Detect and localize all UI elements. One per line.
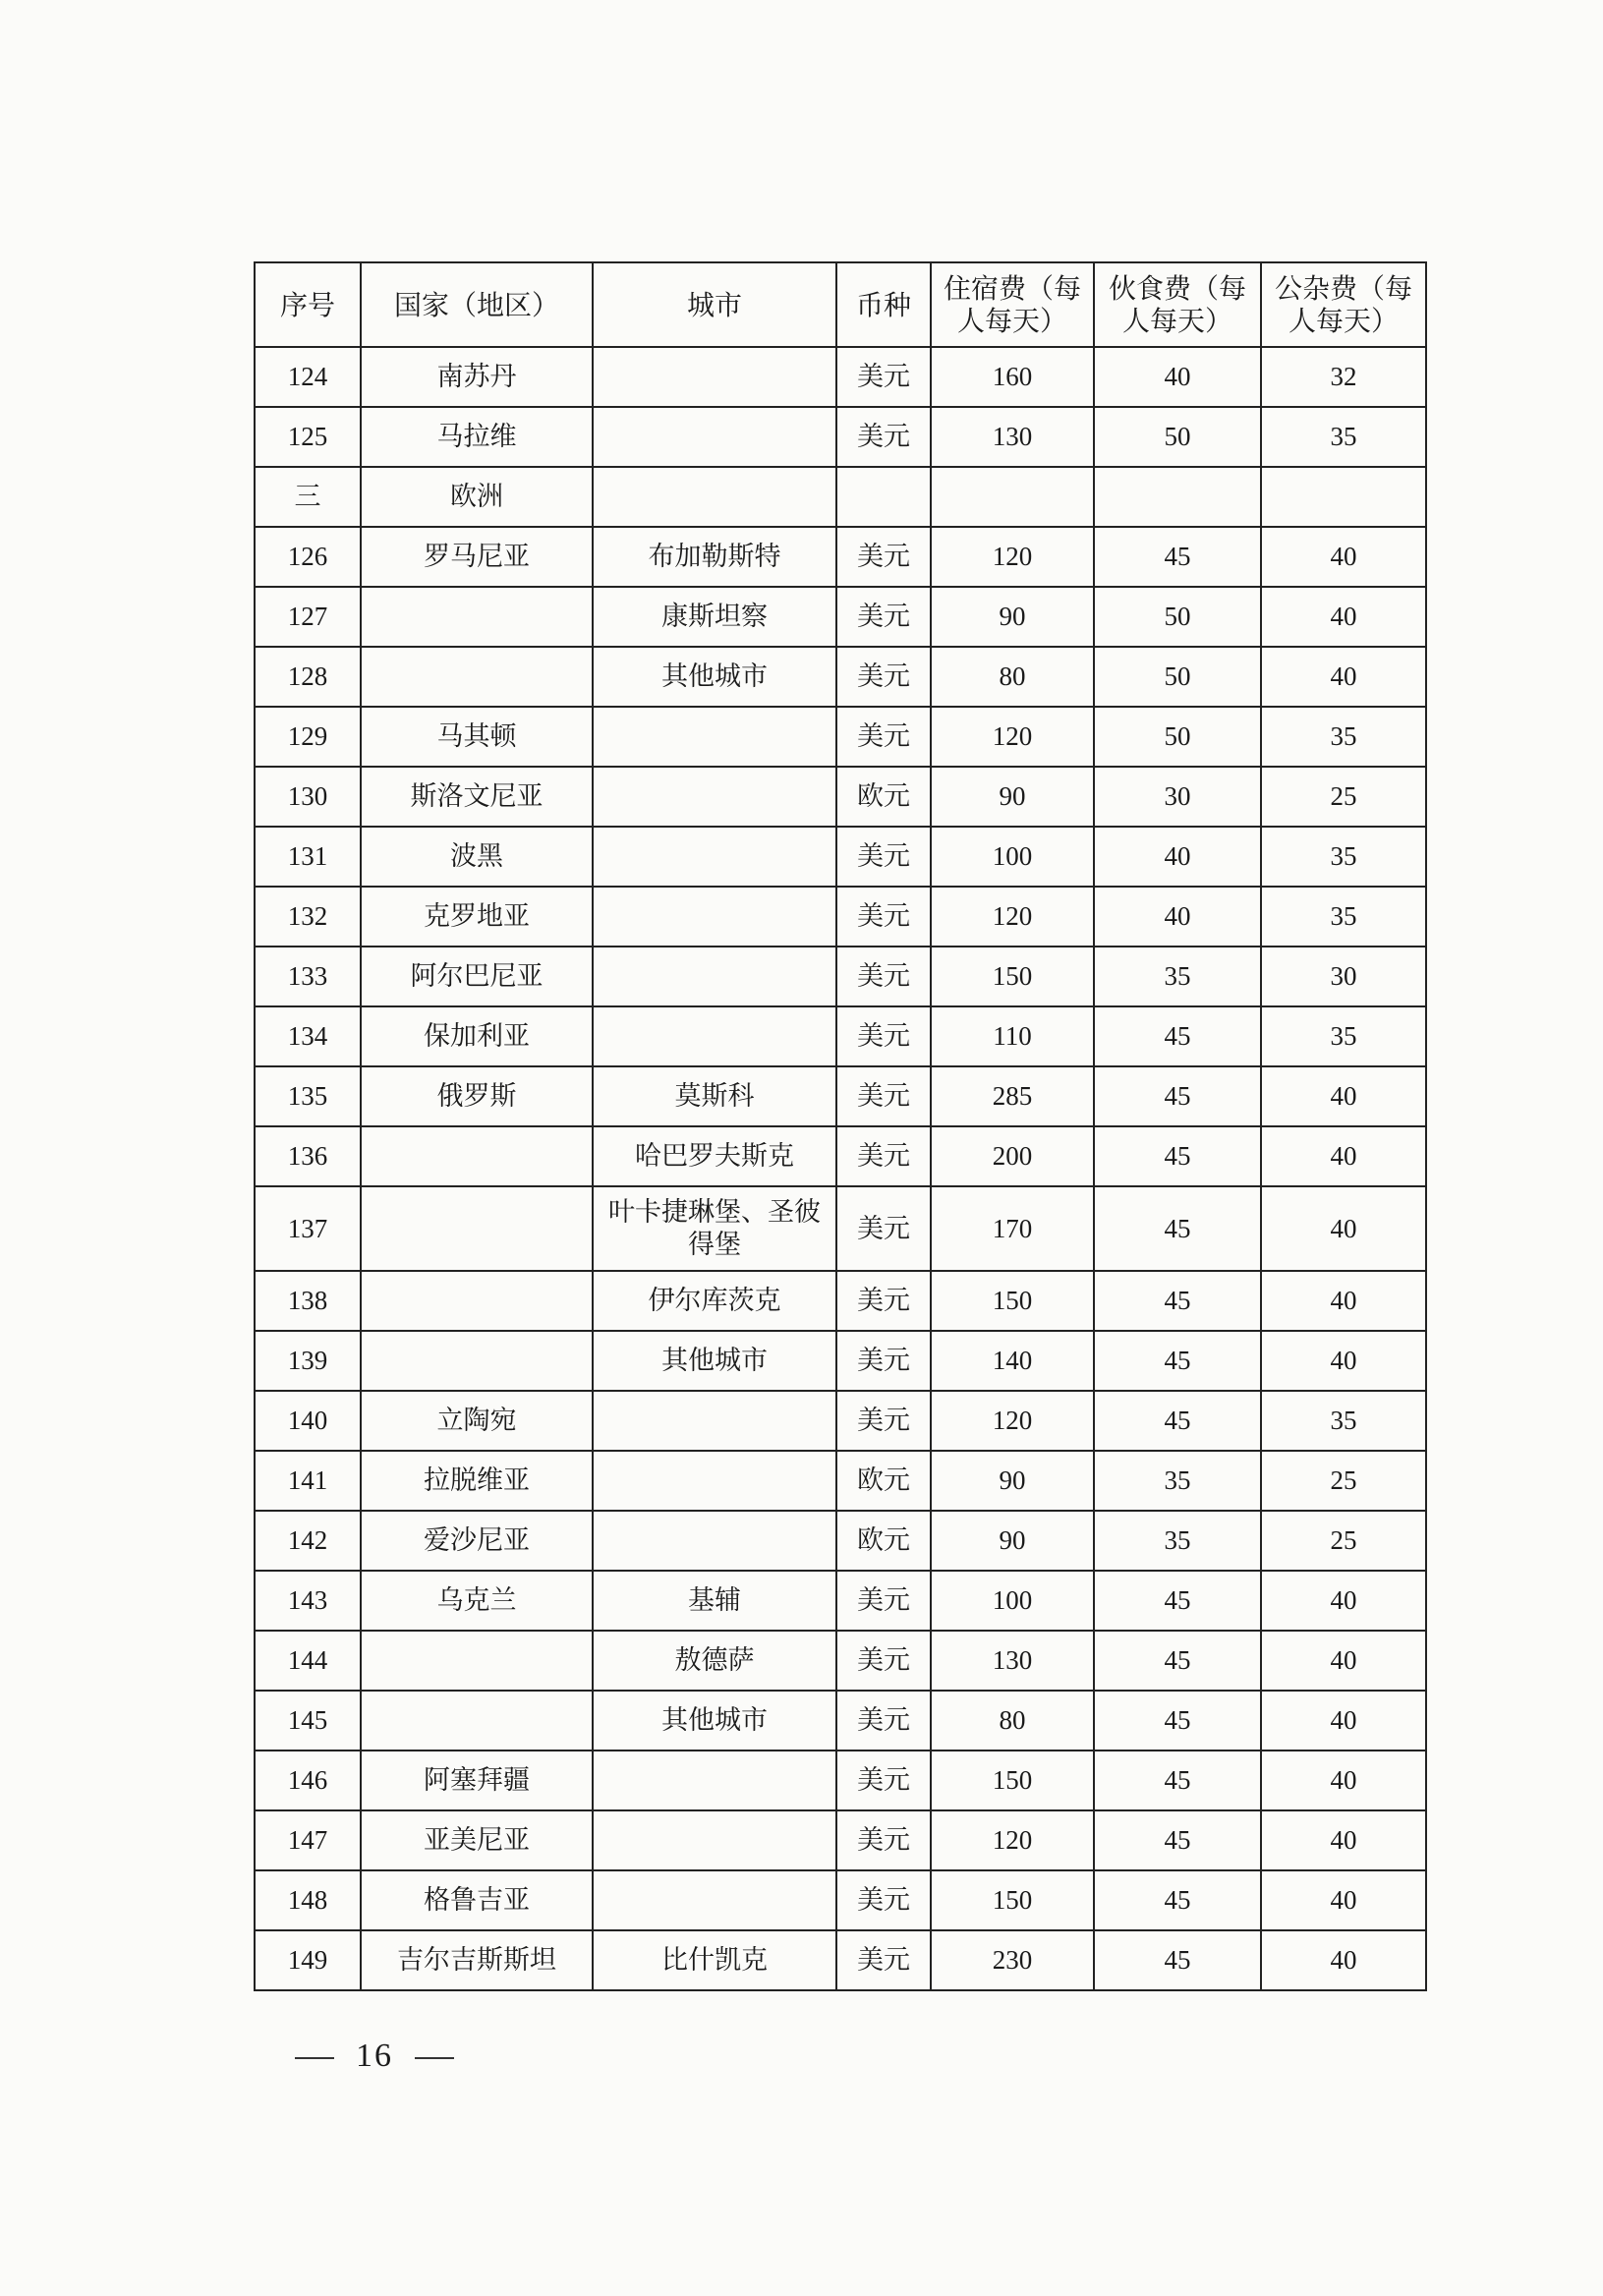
cell-lodging: 120	[931, 527, 1094, 587]
cell-country: 马拉维	[361, 407, 593, 467]
table-row	[255, 1451, 1426, 1511]
cell-lodging: 160	[931, 347, 1094, 407]
cell-city	[593, 707, 836, 767]
table-row	[255, 767, 1426, 827]
cell-no: 126	[255, 527, 361, 587]
header-meals: 伙食费（每人每天）	[1094, 262, 1261, 347]
cell-no: 124	[255, 347, 361, 407]
cell-meals: 45	[1094, 1930, 1261, 1990]
cell-currency: 美元	[836, 947, 931, 1006]
cell-city: 伊尔库茨克	[593, 1271, 836, 1331]
cell-no: 125	[255, 407, 361, 467]
cell-meals: 45	[1094, 1870, 1261, 1930]
cell-city	[593, 1810, 836, 1870]
cell-lodging: 120	[931, 1810, 1094, 1870]
cell-no: 133	[255, 947, 361, 1006]
table-row	[255, 1751, 1426, 1810]
table-row	[255, 947, 1426, 1006]
cell-meals: 45	[1094, 1691, 1261, 1751]
header-city: 城市	[593, 262, 836, 347]
cell-meals: 45	[1094, 1271, 1261, 1331]
header-country: 国家（地区）	[361, 262, 593, 347]
cell-misc: 30	[1261, 947, 1426, 1006]
cell-no: 147	[255, 1810, 361, 1870]
cell-misc: 40	[1261, 587, 1426, 647]
cell-country	[361, 1631, 593, 1691]
cell-country	[361, 1271, 593, 1331]
footer-dash-left	[295, 2057, 334, 2059]
cell-no: 144	[255, 1631, 361, 1691]
cell-lodging	[931, 467, 1094, 527]
cell-currency: 美元	[836, 1751, 931, 1810]
cell-country	[361, 1691, 593, 1751]
cell-lodging: 150	[931, 947, 1094, 1006]
cell-currency: 美元	[836, 1126, 931, 1186]
cell-country: 罗马尼亚	[361, 527, 593, 587]
cell-meals	[1094, 467, 1261, 527]
allowance-table	[254, 261, 1427, 1991]
cell-city: 其他城市	[593, 1691, 836, 1751]
cell-currency: 美元	[836, 647, 931, 707]
cell-meals: 50	[1094, 587, 1261, 647]
footer-dash-right	[415, 2057, 454, 2059]
cell-meals: 45	[1094, 1391, 1261, 1451]
cell-lodging: 90	[931, 587, 1094, 647]
table-row	[255, 647, 1426, 707]
cell-no: 129	[255, 707, 361, 767]
table-row	[255, 1271, 1426, 1331]
cell-lodging: 140	[931, 1331, 1094, 1391]
cell-no: 139	[255, 1331, 361, 1391]
table-row	[255, 1810, 1426, 1870]
cell-misc: 35	[1261, 407, 1426, 467]
cell-lodging: 130	[931, 407, 1094, 467]
cell-currency: 美元	[836, 1006, 931, 1066]
cell-lodging: 90	[931, 1451, 1094, 1511]
cell-currency: 美元	[836, 587, 931, 647]
cell-currency: 美元	[836, 1331, 931, 1391]
cell-meals: 50	[1094, 707, 1261, 767]
cell-city	[593, 887, 836, 947]
cell-lodging: 120	[931, 1391, 1094, 1451]
cell-city: 其他城市	[593, 647, 836, 707]
cell-no: 141	[255, 1451, 361, 1511]
cell-country: 斯洛文尼亚	[361, 767, 593, 827]
cell-currency: 美元	[836, 1930, 931, 1990]
table-row	[255, 1186, 1426, 1271]
cell-city	[593, 1391, 836, 1451]
cell-currency: 美元	[836, 707, 931, 767]
cell-no: 132	[255, 887, 361, 947]
page-number: 16	[356, 2038, 393, 2074]
cell-lodging: 285	[931, 1066, 1094, 1126]
cell-country	[361, 587, 593, 647]
cell-misc: 40	[1261, 527, 1426, 587]
cell-city: 其他城市	[593, 1331, 836, 1391]
cell-currency: 美元	[836, 887, 931, 947]
cell-lodging: 200	[931, 1126, 1094, 1186]
cell-country: 克罗地亚	[361, 887, 593, 947]
cell-currency: 美元	[836, 527, 931, 587]
cell-city: 康斯坦察	[593, 587, 836, 647]
cell-currency: 美元	[836, 1571, 931, 1631]
cell-city: 哈巴罗夫斯克	[593, 1126, 836, 1186]
cell-currency	[836, 467, 931, 527]
cell-city	[593, 1870, 836, 1930]
cell-misc: 25	[1261, 1511, 1426, 1571]
cell-country: 波黑	[361, 827, 593, 887]
header-currency: 币种	[836, 262, 931, 347]
cell-no: 143	[255, 1571, 361, 1631]
cell-city	[593, 947, 836, 1006]
cell-meals: 40	[1094, 827, 1261, 887]
cell-lodging: 80	[931, 647, 1094, 707]
cell-no: 146	[255, 1751, 361, 1810]
cell-no: 149	[255, 1930, 361, 1990]
cell-country: 爱沙尼亚	[361, 1511, 593, 1571]
table-row	[255, 827, 1426, 887]
cell-meals: 45	[1094, 1571, 1261, 1631]
cell-city: 基辅	[593, 1571, 836, 1631]
table-row	[255, 1691, 1426, 1751]
cell-lodging: 150	[931, 1271, 1094, 1331]
cell-lodging: 150	[931, 1870, 1094, 1930]
cell-city: 叶卡捷琳堡、圣彼得堡	[593, 1186, 836, 1271]
cell-no: 127	[255, 587, 361, 647]
table-row	[255, 707, 1426, 767]
cell-currency: 欧元	[836, 1451, 931, 1511]
page-footer	[295, 2038, 454, 2075]
cell-no: 130	[255, 767, 361, 827]
cell-lodging: 80	[931, 1691, 1094, 1751]
cell-misc: 40	[1261, 1810, 1426, 1870]
cell-lodging: 110	[931, 1006, 1094, 1066]
table-row	[255, 1331, 1426, 1391]
table-row	[255, 467, 1426, 527]
cell-country: 乌克兰	[361, 1571, 593, 1631]
cell-no: 138	[255, 1271, 361, 1331]
cell-misc: 40	[1261, 1751, 1426, 1810]
cell-currency: 美元	[836, 1391, 931, 1451]
cell-country: 阿塞拜疆	[361, 1751, 593, 1810]
cell-misc: 40	[1261, 1186, 1426, 1271]
cell-no: 140	[255, 1391, 361, 1451]
cell-country: 欧洲	[361, 467, 593, 527]
table-header-row	[255, 262, 1426, 347]
cell-city: 敖德萨	[593, 1631, 836, 1691]
cell-country: 拉脱维亚	[361, 1451, 593, 1511]
cell-meals: 45	[1094, 1331, 1261, 1391]
table-row	[255, 1631, 1426, 1691]
cell-currency: 美元	[836, 1186, 931, 1271]
cell-country: 俄罗斯	[361, 1066, 593, 1126]
cell-lodging: 150	[931, 1751, 1094, 1810]
table-row	[255, 527, 1426, 587]
cell-no: 145	[255, 1691, 361, 1751]
cell-country: 亚美尼亚	[361, 1810, 593, 1870]
cell-country	[361, 647, 593, 707]
cell-city	[593, 1006, 836, 1066]
cell-misc: 35	[1261, 827, 1426, 887]
cell-meals: 45	[1094, 1751, 1261, 1810]
cell-misc: 40	[1261, 1631, 1426, 1691]
table-row	[255, 347, 1426, 407]
table-row	[255, 1006, 1426, 1066]
cell-lodging: 100	[931, 1571, 1094, 1631]
cell-lodging: 130	[931, 1631, 1094, 1691]
cell-currency: 欧元	[836, 1511, 931, 1571]
cell-meals: 50	[1094, 407, 1261, 467]
table-row	[255, 1930, 1426, 1990]
cell-misc: 25	[1261, 1451, 1426, 1511]
cell-country: 阿尔巴尼亚	[361, 947, 593, 1006]
cell-misc: 25	[1261, 767, 1426, 827]
cell-misc: 35	[1261, 707, 1426, 767]
cell-country	[361, 1126, 593, 1186]
cell-lodging: 170	[931, 1186, 1094, 1271]
cell-currency: 欧元	[836, 767, 931, 827]
cell-lodging: 230	[931, 1930, 1094, 1990]
cell-no: 134	[255, 1006, 361, 1066]
cell-meals: 45	[1094, 527, 1261, 587]
cell-country	[361, 1186, 593, 1271]
table-row	[255, 407, 1426, 467]
cell-misc: 40	[1261, 647, 1426, 707]
cell-meals: 45	[1094, 1810, 1261, 1870]
header-lodging: 住宿费（每人每天）	[931, 262, 1094, 347]
cell-currency: 美元	[836, 407, 931, 467]
cell-currency: 美元	[836, 347, 931, 407]
cell-country: 吉尔吉斯斯坦	[361, 1930, 593, 1990]
cell-country	[361, 1331, 593, 1391]
cell-currency: 美元	[836, 1066, 931, 1126]
cell-misc	[1261, 467, 1426, 527]
table-body	[255, 347, 1426, 1990]
table-row	[255, 587, 1426, 647]
cell-currency: 美元	[836, 1271, 931, 1331]
cell-no: 128	[255, 647, 361, 707]
cell-lodging: 120	[931, 887, 1094, 947]
cell-lodging: 90	[931, 1511, 1094, 1571]
cell-currency: 美元	[836, 1810, 931, 1870]
table-row	[255, 1391, 1426, 1451]
cell-misc: 35	[1261, 1006, 1426, 1066]
cell-currency: 美元	[836, 1631, 931, 1691]
table-row	[255, 1511, 1426, 1571]
table-row	[255, 1870, 1426, 1930]
cell-no: 148	[255, 1870, 361, 1930]
cell-meals: 45	[1094, 1631, 1261, 1691]
cell-misc: 40	[1261, 1691, 1426, 1751]
cell-city: 比什凯克	[593, 1930, 836, 1990]
cell-no: 131	[255, 827, 361, 887]
cell-misc: 35	[1261, 887, 1426, 947]
cell-misc: 40	[1261, 1930, 1426, 1990]
cell-city: 布加勒斯特	[593, 527, 836, 587]
cell-misc: 40	[1261, 1870, 1426, 1930]
cell-no: 137	[255, 1186, 361, 1271]
cell-city	[593, 827, 836, 887]
cell-meals: 40	[1094, 347, 1261, 407]
cell-misc: 40	[1261, 1271, 1426, 1331]
cell-meals: 45	[1094, 1186, 1261, 1271]
cell-meals: 35	[1094, 947, 1261, 1006]
cell-country: 南苏丹	[361, 347, 593, 407]
cell-misc: 40	[1261, 1066, 1426, 1126]
table-row	[255, 1066, 1426, 1126]
header-misc: 公杂费（每人每天）	[1261, 262, 1426, 347]
cell-misc: 40	[1261, 1571, 1426, 1631]
table-row	[255, 1571, 1426, 1631]
cell-misc: 32	[1261, 347, 1426, 407]
cell-misc: 40	[1261, 1126, 1426, 1186]
cell-lodging: 90	[931, 767, 1094, 827]
cell-city	[593, 407, 836, 467]
header-no: 序号	[255, 262, 361, 347]
cell-meals: 35	[1094, 1511, 1261, 1571]
cell-meals: 30	[1094, 767, 1261, 827]
cell-no: 135	[255, 1066, 361, 1126]
cell-meals: 40	[1094, 887, 1261, 947]
cell-meals: 45	[1094, 1066, 1261, 1126]
cell-no: 三	[255, 467, 361, 527]
cell-misc: 35	[1261, 1391, 1426, 1451]
table-row	[255, 1126, 1426, 1186]
cell-misc: 40	[1261, 1331, 1426, 1391]
cell-currency: 美元	[836, 1870, 931, 1930]
cell-city: 莫斯科	[593, 1066, 836, 1126]
cell-city	[593, 1511, 836, 1571]
cell-country: 立陶宛	[361, 1391, 593, 1451]
cell-meals: 35	[1094, 1451, 1261, 1511]
cell-lodging: 100	[931, 827, 1094, 887]
cell-city	[593, 347, 836, 407]
cell-no: 142	[255, 1511, 361, 1571]
cell-currency: 美元	[836, 1691, 931, 1751]
cell-meals: 50	[1094, 647, 1261, 707]
cell-lodging: 120	[931, 707, 1094, 767]
table-row	[255, 887, 1426, 947]
cell-meals: 45	[1094, 1126, 1261, 1186]
cell-currency: 美元	[836, 827, 931, 887]
cell-country: 马其顿	[361, 707, 593, 767]
cell-no: 136	[255, 1126, 361, 1186]
cell-country: 保加利亚	[361, 1006, 593, 1066]
cell-city	[593, 1451, 836, 1511]
cell-city	[593, 1751, 836, 1810]
cell-meals: 45	[1094, 1006, 1261, 1066]
cell-city	[593, 467, 836, 527]
cell-city	[593, 767, 836, 827]
cell-country: 格鲁吉亚	[361, 1870, 593, 1930]
